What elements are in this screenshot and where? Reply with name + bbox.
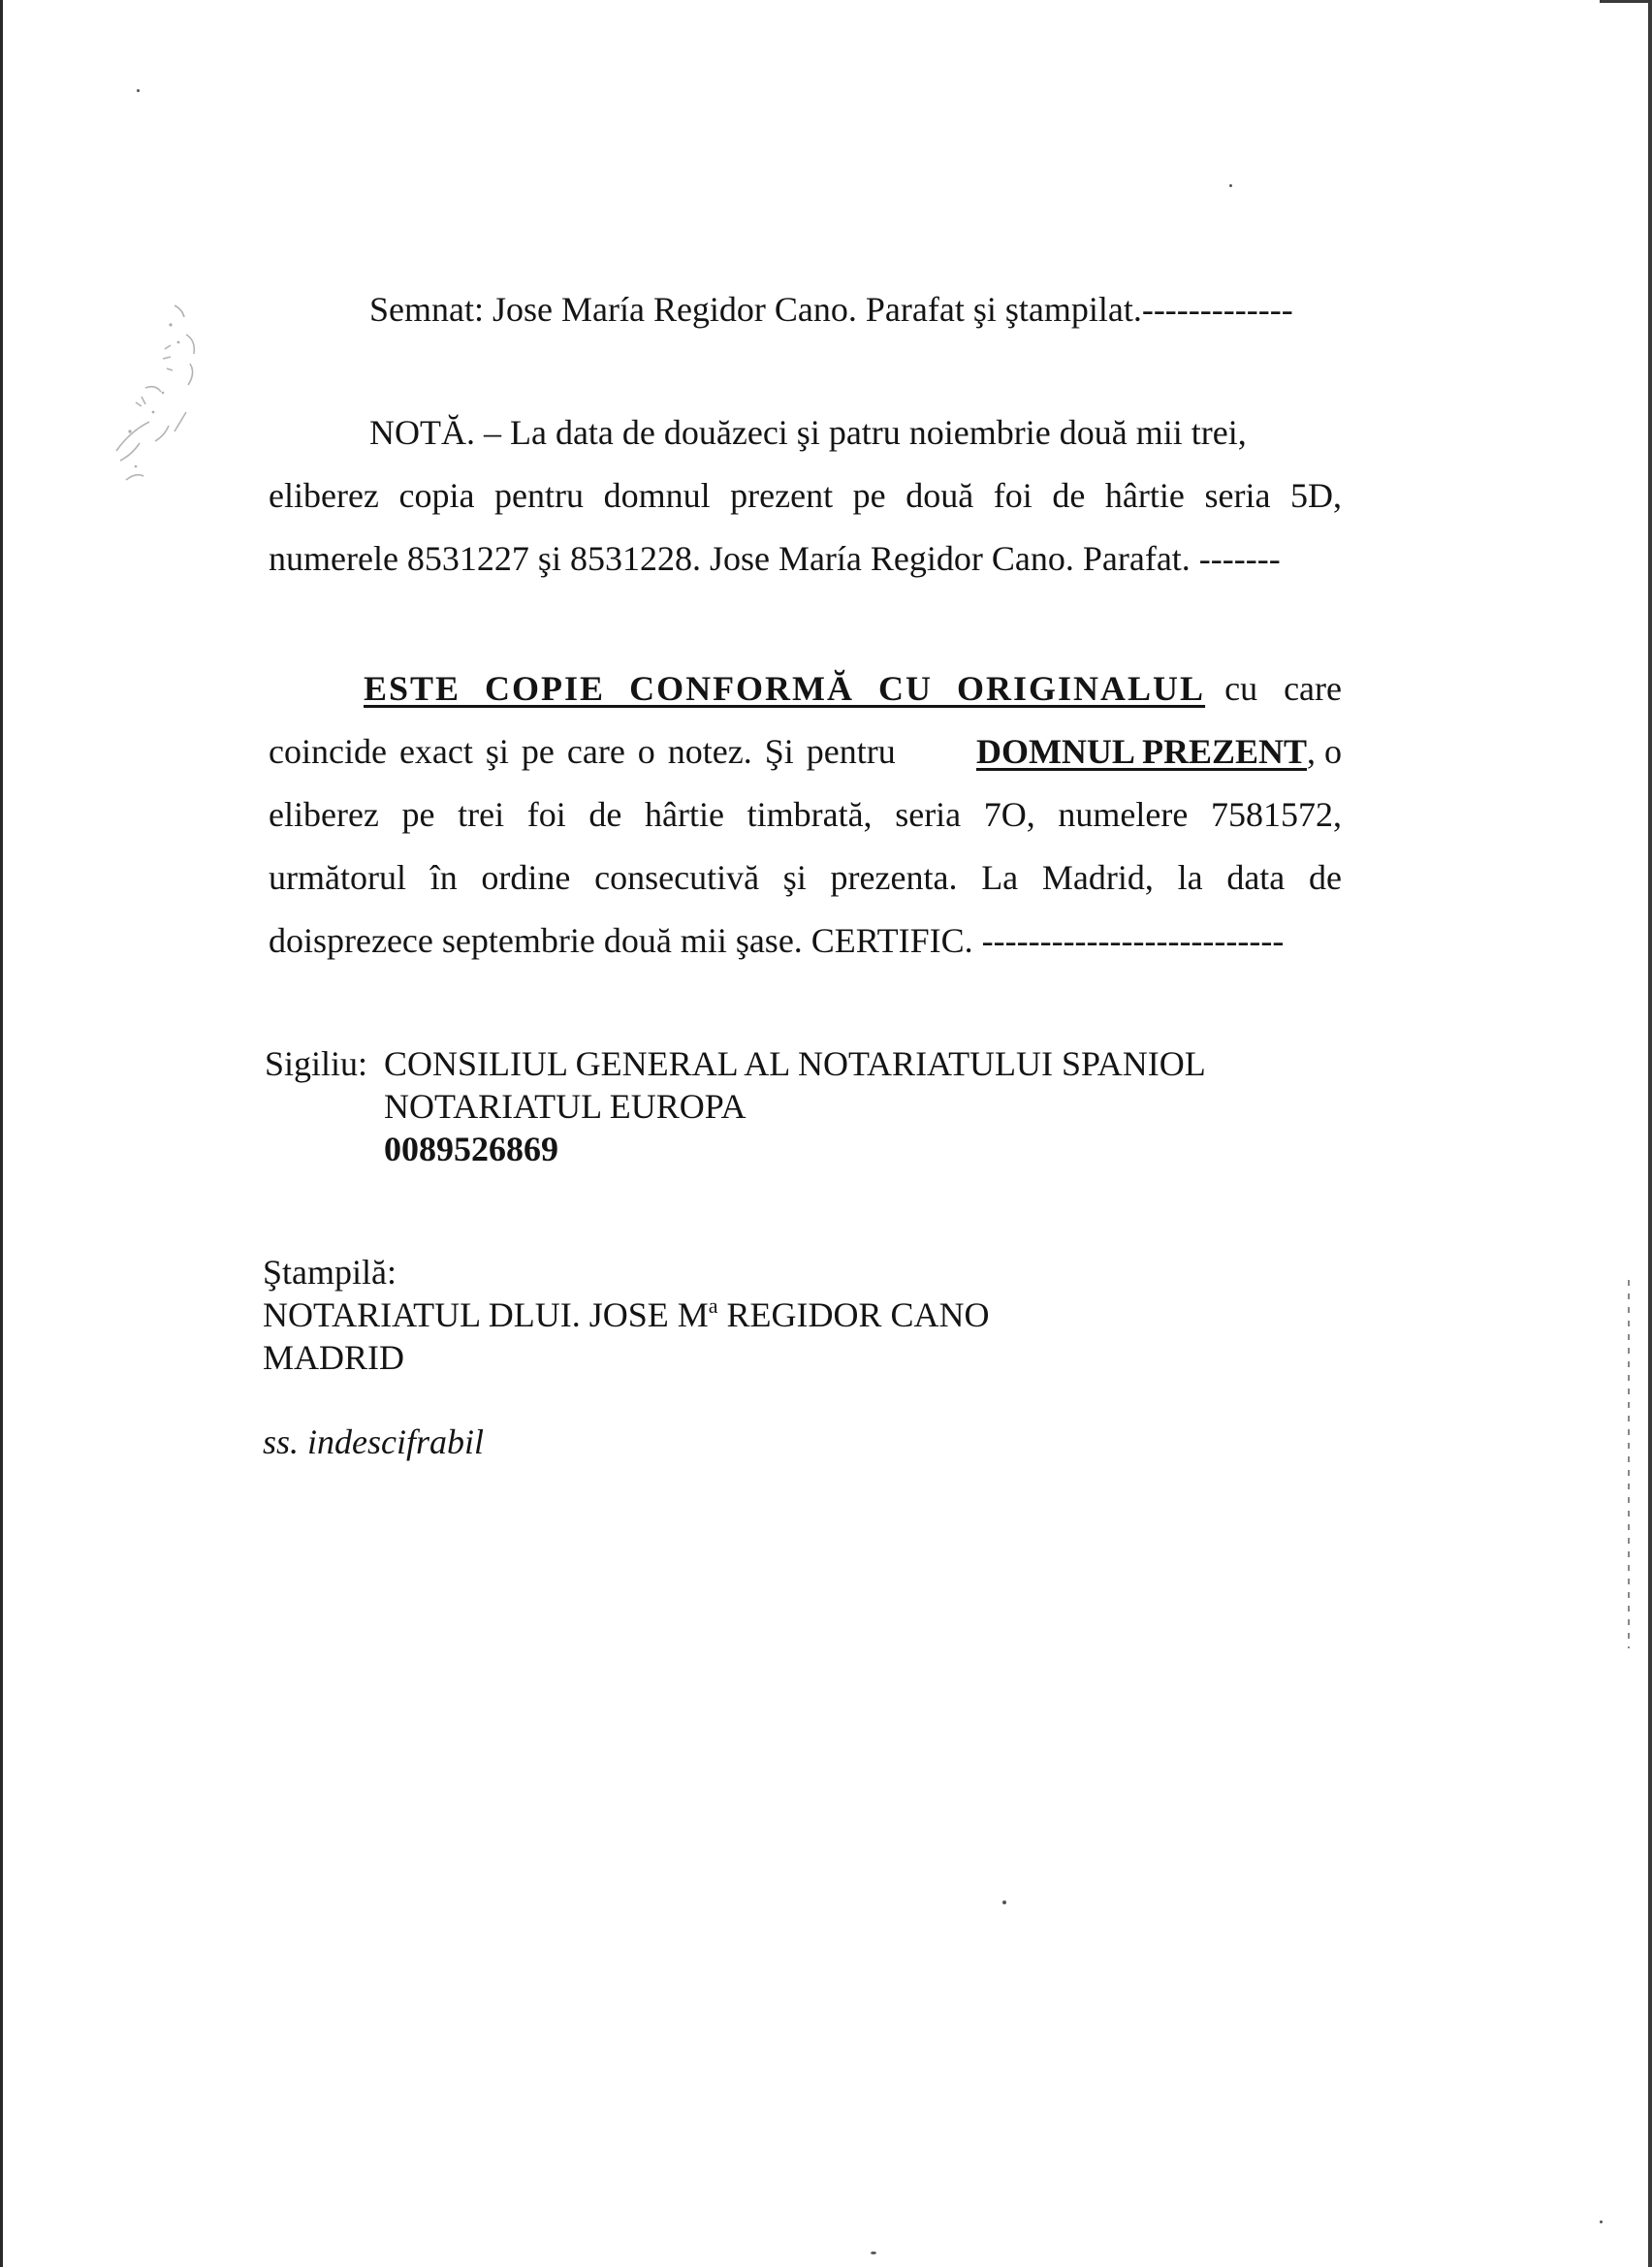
note-line-2: eliberez copia pentru domnul prezent pe două foi de hârtie seria 5D,: [269, 476, 1342, 515]
certification-line-5: doisprezece septembrie două mii şase. CERTIFIC. --------------------------: [269, 921, 1285, 960]
certification-heading: ESTE COPIE CONFORMĂ CU ORIGINALUL: [364, 669, 1206, 708]
certification-line-2-text: coincide exact şi pe care o notez. Şi pentru: [269, 732, 896, 771]
note-line-1: NOTĂ. – La data de douăzeci şi patru noiembrie două mii trei,: [369, 413, 1247, 452]
stamp-line-1-end: REGIDOR CANO: [717, 1295, 990, 1334]
scan-edge-dashes: [1628, 1280, 1630, 1648]
certification-line-2: [269, 731, 1342, 772]
stamp-line-1: [263, 1294, 990, 1335]
seal-line-1: CONSILIUL GENERAL AL NOTARIATULUI SPANIOL: [384, 1044, 1206, 1083]
stamp-line-1-superscript: a: [708, 1293, 718, 1318]
scan-speck: [1229, 184, 1232, 187]
page-left-edge: [0, 0, 3, 2267]
page-right-edge: [1648, 0, 1652, 2267]
domnul-prezent-highlight: DOMNUL PREZENT: [975, 732, 1307, 771]
note-line-3: numerele 8531227 şi 8531228. Jose María Regidor Cano. Parafat. -------: [269, 539, 1281, 578]
certification-line-4: următorul în ordine consecutivă şi prezenta. La Madrid, la data de: [269, 858, 1342, 897]
stamp-label: Ştampilă:: [263, 1253, 397, 1292]
certification-line-1: [364, 668, 1342, 709]
seal-label: Sigiliu:: [265, 1044, 368, 1083]
signature-note: ss. indescifrabil: [263, 1422, 485, 1461]
stamp-line-1-start: NOTARIATUL DLUI. JOSE M: [263, 1295, 709, 1334]
scan-speck: [137, 89, 140, 92]
faint-margin-stamp: [107, 296, 223, 490]
certification-line-1-tail: cu care: [1224, 669, 1342, 708]
signed-line: Semnat: Jose María Regidor Cano. Parafat şi ştampilat.-------------: [369, 290, 1293, 329]
seal-number: 0089526869: [384, 1130, 558, 1168]
page-top-corner-edge: [1600, 0, 1652, 3]
stamp-line-2: MADRID: [263, 1338, 405, 1377]
scan-speck: [871, 2251, 876, 2254]
certification-line-3: eliberez pe trei foi de hârtie timbrată, seria 7O, numelere 7581572,: [269, 795, 1342, 834]
scan-speck: [1600, 2220, 1603, 2223]
seal-line-2: NOTARIATUL EUROPA: [384, 1087, 747, 1126]
scan-speck: [1002, 1900, 1006, 1904]
certification-line-2-tail: , o: [1307, 732, 1342, 771]
